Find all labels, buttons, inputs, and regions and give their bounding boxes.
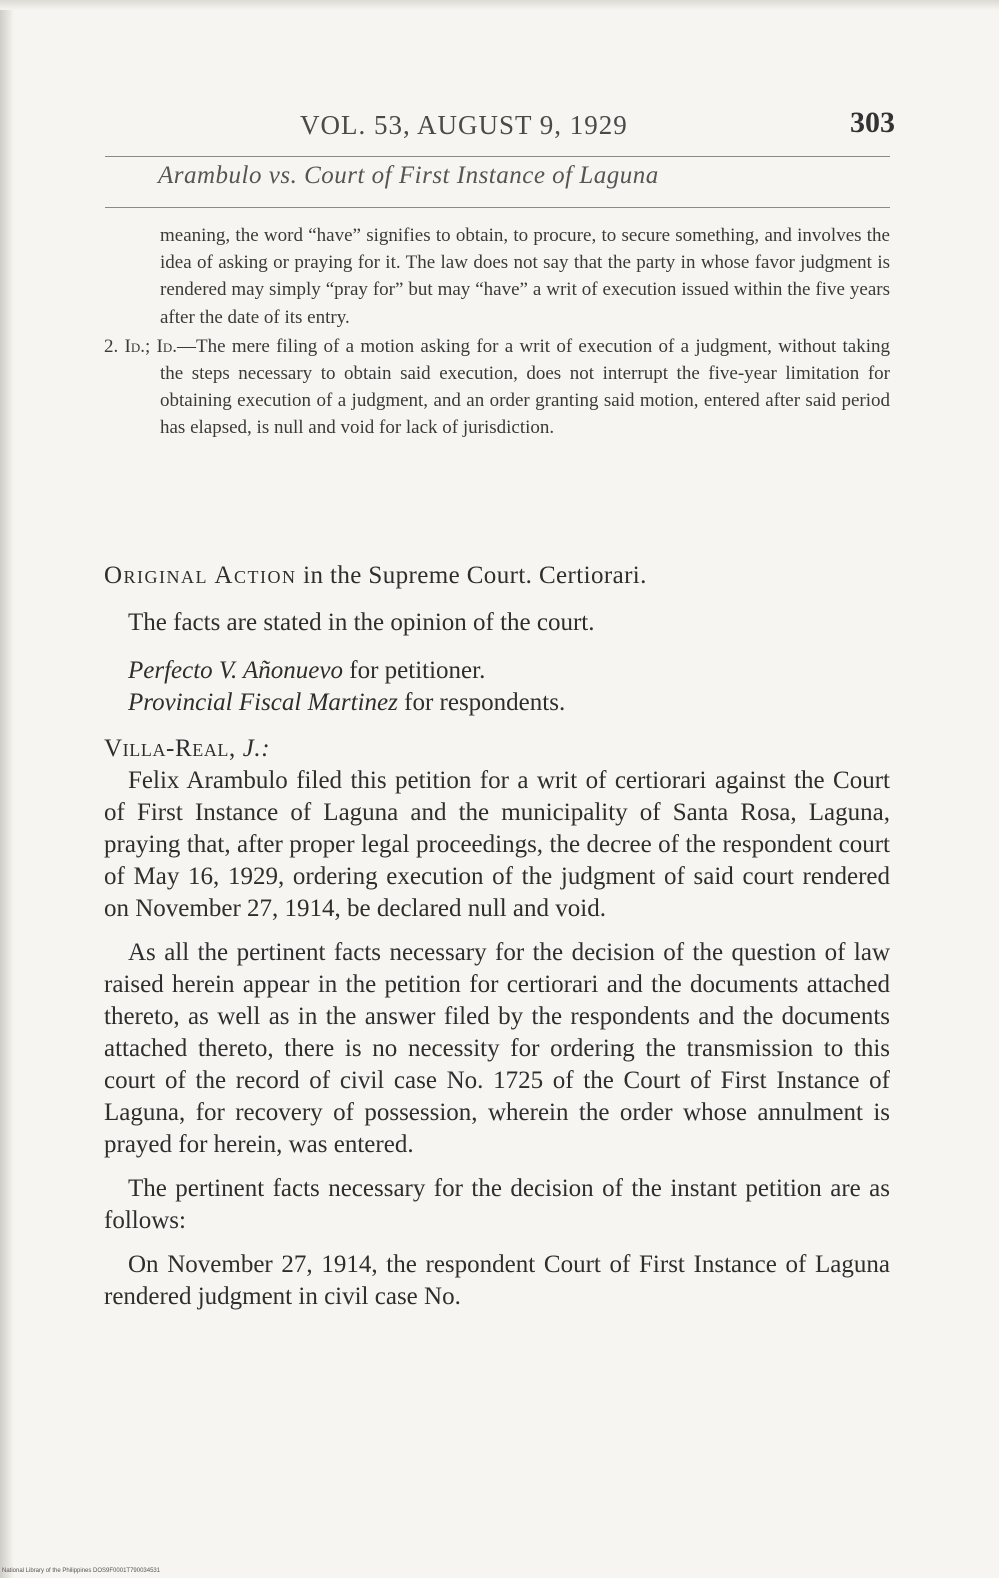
action-line: [104, 560, 890, 592]
syllabus-item-2-text: The mere filing of a motion asking for a writ of execution of a judgment, without taking the steps necessary to obtain said execution, does not interrupt the five-year limitation for obtaining execution of a judgment, and an order granting said motion, entered after said period has elapsed, is null and void for lack of jurisdiction.: [160, 335, 890, 439]
opinion-author: [104, 733, 890, 765]
running-head: VOL. 53, AUGUST 9, 1929: [300, 110, 628, 140]
author-name: Villa-Real,: [104, 735, 243, 762]
case-title: Arambulo vs. Court of First Instance of Laguna: [158, 162, 659, 189]
header-rule-top: [105, 156, 890, 157]
syllabus-item-1: meaning, the word “have” signifies to obtain, to procure, to secure something, and involves the idea of asking or praying for it. The law does not say that the party in whose favor judgment is rendered may simply “pray for” but may “have” a writ of execution issued within the five years after the date of its entry.: [160, 225, 890, 328]
scan-footer: National Library of the Philippines DOS9F0001T790034531: [2, 1568, 161, 1574]
action-rest: in the Supreme Court. Certiorari.: [296, 562, 647, 589]
syllabus-item-2-lead: 2. Id.; Id.—: [104, 335, 197, 357]
action-caps: Original Action: [104, 562, 297, 589]
counsel-respondents: [104, 687, 890, 719]
counsel-respondents-role: for respondents.: [397, 689, 566, 716]
header-rule-bottom: [105, 207, 890, 208]
scan-top-shadow: [0, 0, 999, 10]
paragraph-2: As all the pertinent facts necessary for the decision of the question of law raised herein appear in the petition for certiorari and the documents attached thereto, as well as in the answer filed by the respondents and the documents attached thereto, there is no necessity for ordering the transmission to this court of the record of civil case No. 1725 of the Court of First Instance of Laguna, for recovery of possession, wherein the order whose annulment is prayed for herein, was entered.: [104, 939, 890, 1158]
counsel-petitioner-role: for petitioner.: [343, 657, 486, 684]
counsel-petitioner-name: Perfecto V. Añonuevo: [128, 657, 343, 684]
scan-edge-shadow: [0, 0, 14, 1578]
page-number: 303: [850, 106, 895, 139]
syllabus-item-2: [104, 333, 890, 442]
paragraph-3: The pertinent facts necessary for the decision of the instant petition are as follows:: [104, 1175, 890, 1234]
page-header: [140, 104, 895, 144]
author-suffix: J.:: [242, 735, 271, 762]
paragraph-4: On November 27, 1914, the respondent Court of First Instance of Laguna rendered judgment in civil case No.: [104, 1251, 890, 1310]
opinion-body: [104, 560, 890, 1313]
facts-stated: The facts are stated in the opinion of the court.: [128, 609, 595, 636]
paragraph-1: Felix Arambulo filed this petition for a writ of certiorari against the Court of First Instance of Laguna and the municipality of Santa Rosa, Laguna, praying that, after proper legal proceedings, the decree of the respondent court of May 16, 1929, ordering execution of the judgment of said court rendered on November 27, 1914, be declared null and void.: [104, 767, 890, 922]
counsel-petitioner: [104, 655, 890, 687]
counsel-respondents-name: Provincial Fiscal Martinez: [128, 689, 398, 716]
syllabus: [104, 222, 890, 442]
